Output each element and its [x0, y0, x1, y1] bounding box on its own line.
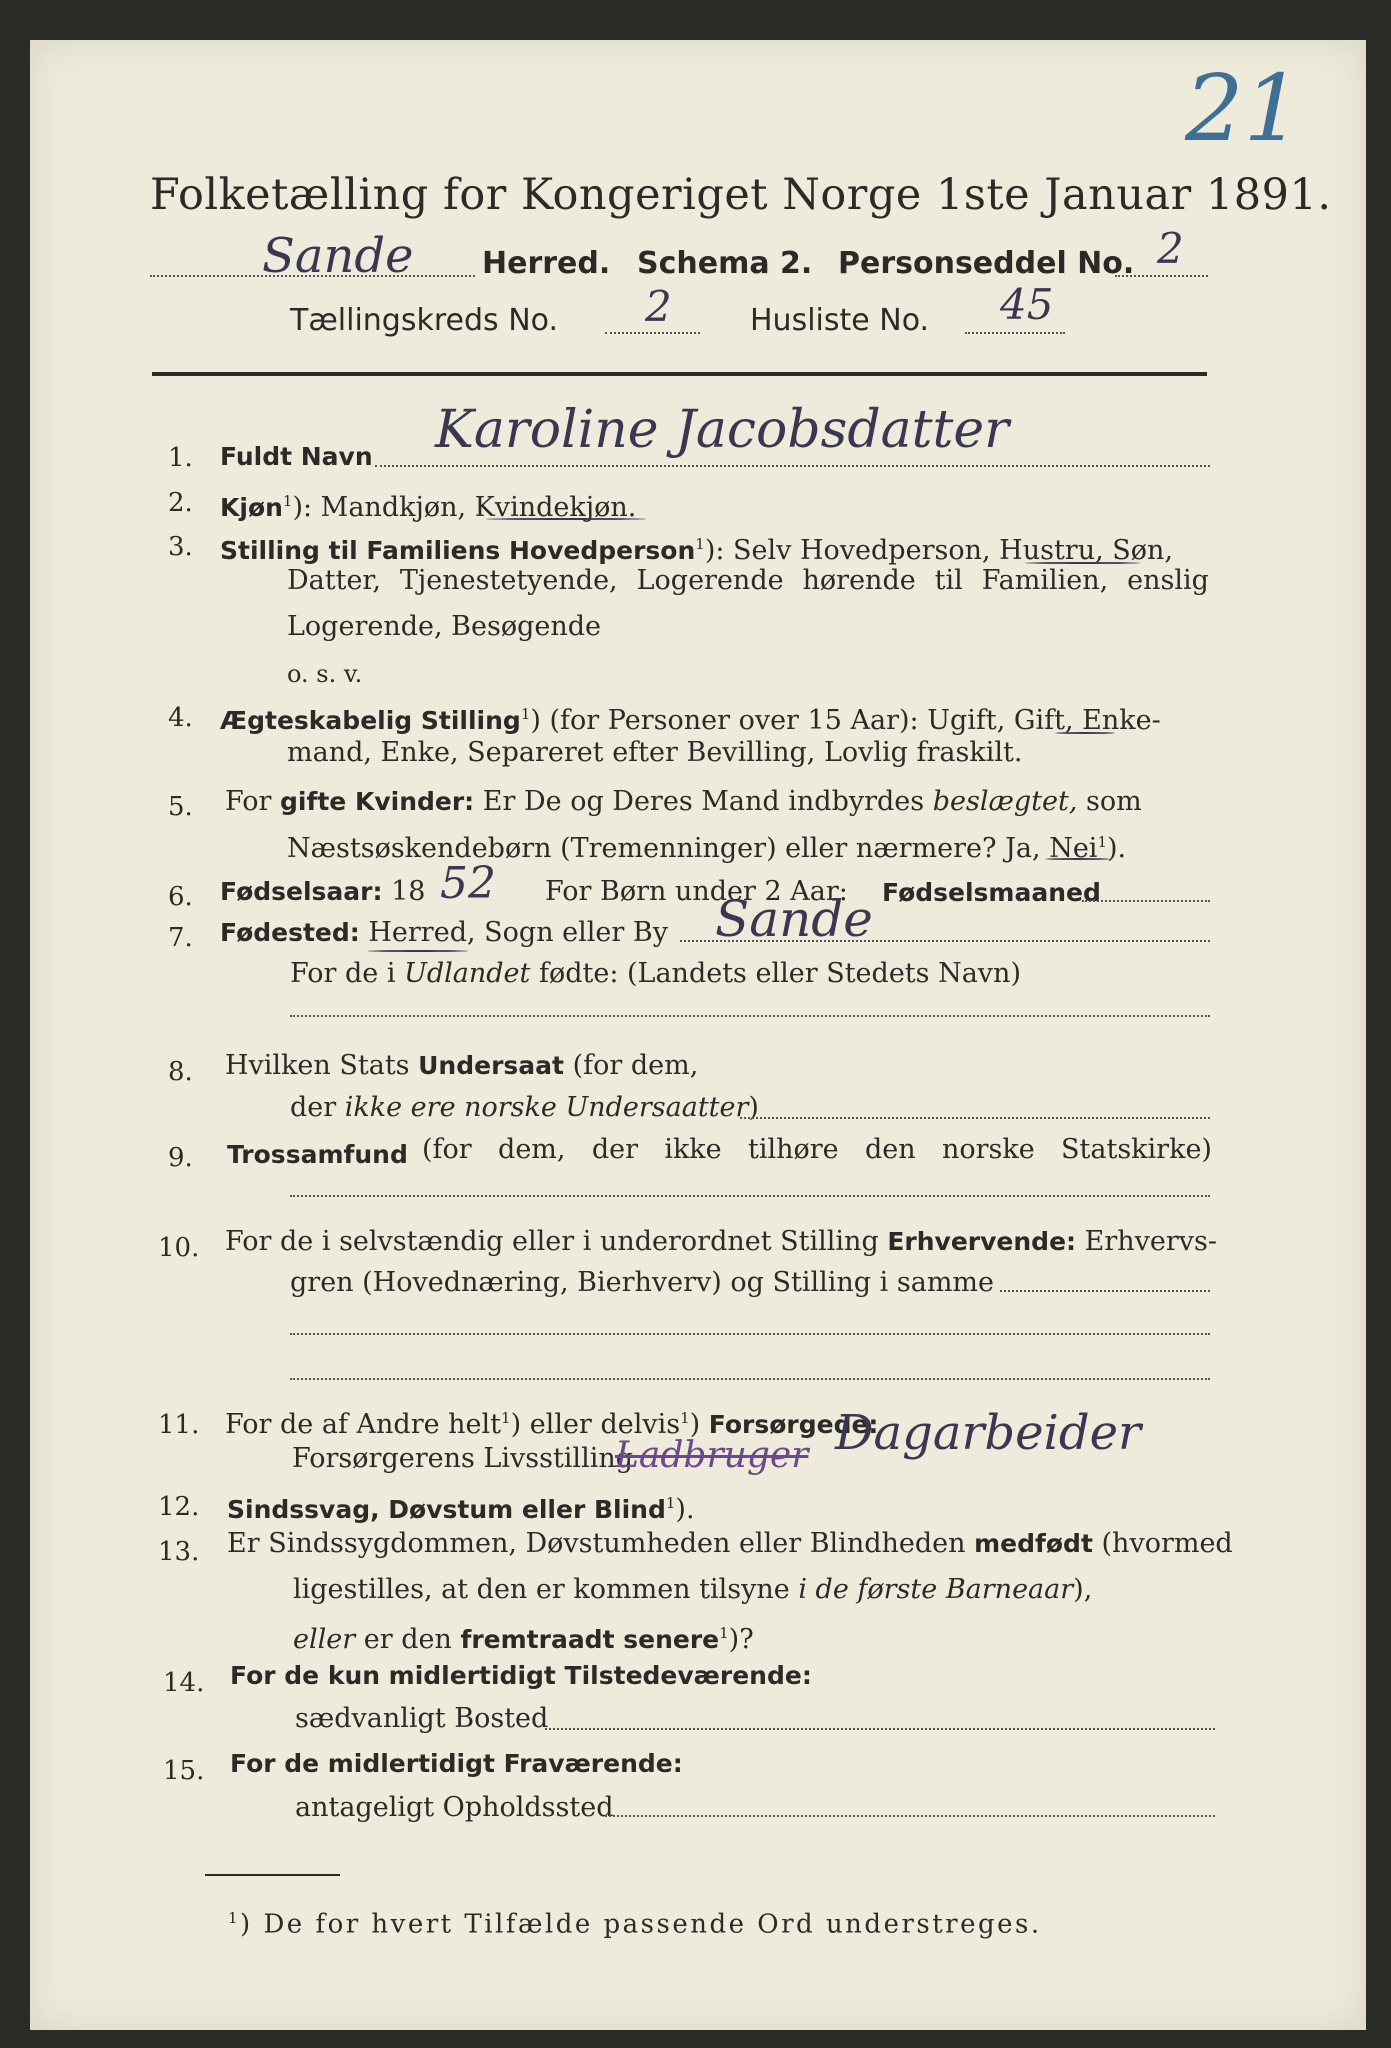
q2-number: 2. — [168, 488, 193, 518]
q12-number: 12. — [158, 1492, 200, 1522]
q7-line2-dots — [290, 1015, 1210, 1017]
q14-number: 14. — [163, 1668, 205, 1698]
q13-l1-pre: Er Sindssygdommen, Døvstumheden eller Blindheden — [227, 1528, 966, 1559]
q7-answer: Herred, — [368, 917, 476, 948]
q11-e: Forsørgede: — [708, 1410, 879, 1439]
q6-value: 52 — [440, 858, 496, 909]
q5-sup: 1 — [1097, 833, 1107, 851]
q3-line3: Logerende, Besøgende — [287, 611, 601, 642]
husliste-label: Husliste No. — [750, 303, 930, 338]
q8-number: 8. — [168, 1057, 193, 1087]
q10-l1-post: Erhvervs- — [1084, 1226, 1218, 1257]
q11-b: helt — [448, 1409, 502, 1440]
q11-number: 11. — [158, 1410, 200, 1440]
q10-dots-b — [290, 1333, 1210, 1335]
q11-value: Dagarbeider — [835, 1405, 1141, 1461]
q13-l3-italic: eller — [293, 1624, 356, 1655]
q11-a: For de af Andre — [225, 1409, 440, 1440]
q13-l3-post: )? — [728, 1624, 754, 1655]
q3-line4: o. s. v. — [287, 660, 363, 688]
herred-handwritten: Sande — [262, 228, 414, 284]
q7-l2-italic: Udlandet — [404, 958, 531, 989]
q11-line1: For de af Andre helt$^1$) eller delvis$^1$) Forsørgede: — [225, 1409, 879, 1440]
q11-c: eller — [529, 1409, 592, 1440]
kreds-dots — [605, 332, 700, 334]
q4-answer: Gift, — [1013, 705, 1074, 736]
husliste-dots — [965, 332, 1065, 334]
q12-sup: 1 — [665, 1494, 676, 1512]
q3-l1-pre: ): Selv Hovedperson, — [704, 535, 991, 566]
q9-words — [422, 1134, 1212, 1165]
q13-l3-bold: fremtraadt senere — [460, 1625, 720, 1654]
q3-sup: 1 — [695, 535, 705, 553]
q9-word: dem, — [498, 1134, 566, 1165]
q13-l2-pre: ligestilles, at den er kommen tilsyne — [293, 1574, 790, 1605]
q7-line1 — [220, 917, 668, 949]
footnote — [228, 1902, 1042, 1941]
q3-label: Stilling til Familiens Hovedperson — [220, 536, 696, 565]
q12-post: ). — [675, 1494, 695, 1525]
q1-number: 1. — [168, 443, 193, 473]
q9-word: den — [864, 1134, 916, 1165]
q13-l2-post: ), — [1073, 1574, 1093, 1605]
q3-l1-post: Søn, — [1112, 535, 1174, 566]
q13-number: 13. — [158, 1537, 200, 1567]
q3-answer: Hustru, — [999, 535, 1104, 566]
q9-word: ikke — [664, 1134, 722, 1165]
q4-sup: 1 — [520, 705, 531, 723]
footnote-rule — [205, 1874, 340, 1876]
q3-line2-word: Tjenestetyende, — [399, 565, 618, 596]
q8-l2-pre: der — [290, 1092, 337, 1123]
personseddel-label: Personseddel No. — [838, 246, 1135, 281]
q7-answer-underline — [368, 950, 468, 952]
q5-l1-italic: beslægtet, — [932, 786, 1078, 817]
schema-label: Schema 2. — [637, 246, 813, 281]
q15-dots — [605, 1815, 1215, 1817]
folio-number: 21 — [1185, 55, 1303, 162]
q8-l1-bold: Undersaat — [418, 1051, 564, 1080]
q13-l2-italic: i de første Barneaar — [798, 1574, 1074, 1605]
q3-line2 — [287, 565, 1209, 596]
q15-l1-pre: For de — [230, 1749, 320, 1778]
q13-l1-bold: medfødt — [974, 1529, 1093, 1558]
q5-answer-underline — [1045, 858, 1110, 860]
q10-l1-bold: Erhvervende: — [887, 1227, 1077, 1256]
q4-number: 4. — [168, 703, 193, 733]
q2-label: Kjøn — [220, 493, 283, 522]
q8-l1-pre: Hvilken Stats — [225, 1050, 410, 1081]
kreds-value: 2 — [645, 282, 672, 331]
q14-dots — [545, 1728, 1215, 1730]
q13-l3-sup: 1 — [719, 1624, 729, 1642]
q5-l1-bold: gifte Kvinder: — [280, 787, 475, 816]
q1-dots — [375, 465, 1210, 467]
q8-dots — [740, 1117, 1210, 1119]
kreds-label: Tællingskreds No. — [290, 303, 558, 338]
q11-sup1: 1 — [501, 1409, 511, 1427]
q7-number: 7. — [168, 923, 193, 953]
q12-line — [227, 1487, 695, 1526]
q7-line2 — [290, 958, 1021, 990]
q1-value: Karoline Jacobsdatter — [435, 400, 1010, 460]
q4-line2: mand, Enke, Separeret efter Bevilling, Lovlig fraskilt. — [287, 737, 1023, 768]
q2-rest: ): Mandkjøn, — [292, 492, 475, 523]
q4-label: Ægteskabelig Stilling — [220, 706, 521, 735]
q6-label: Fødselsaar: — [220, 877, 383, 906]
q5-answer: Nei — [1049, 833, 1098, 864]
footnote-text: ) De for hvert Tilfælde passende Ord understreges. — [240, 1909, 1042, 1940]
q10-line2: gren (Hovednæring, Bierhverv) og Stilling i samme — [290, 1267, 995, 1298]
personseddel-dots — [1115, 275, 1208, 277]
q4-l1-pre: ) (for Personer over 15 Aar): Ugift, — [530, 705, 1006, 736]
q13-line3 — [293, 1617, 754, 1656]
q2-answer-underline — [486, 518, 646, 520]
q5-l2-post: ). — [1107, 833, 1127, 864]
q10-number: 10. — [158, 1233, 200, 1263]
form-title: Folketælling for Kongeriget Norge 1ste Januar 1891. — [150, 170, 1332, 220]
q8-l1-post: (for dem, — [572, 1050, 699, 1081]
q7-label: Fødested: — [220, 918, 360, 947]
q9-word: Statskirke) — [1061, 1134, 1212, 1165]
q8-l2-post: ) — [748, 1092, 759, 1123]
q9-number: 9. — [168, 1143, 193, 1173]
q11-line2: Forsørgerens Livsstilling — [292, 1443, 634, 1474]
q5-l1-mid: Er De og Deres Mand indbyrdes — [482, 786, 925, 817]
q9-word: norske — [941, 1134, 1035, 1165]
q6-dots — [1082, 900, 1210, 902]
q10-l1-pre: For de i selvstændig eller i underordnet Stilling — [225, 1226, 879, 1257]
q3-answer-underline — [1025, 562, 1140, 564]
q4-answer-underline — [1055, 732, 1115, 734]
q7-l2-pre: For de i — [290, 958, 396, 989]
q11-d: delvis — [600, 1409, 681, 1440]
q8-line1 — [225, 1050, 698, 1082]
q2-sup: 1 — [282, 492, 293, 510]
header-rule — [152, 372, 1207, 376]
q13-l3-mid: er den — [363, 1624, 452, 1655]
q3-number: 3. — [168, 532, 193, 562]
q6-number: 6. — [168, 882, 193, 912]
q14-l1-pre: For de kun — [230, 1661, 381, 1690]
q3-line2-word: hørende — [802, 565, 916, 596]
q4-l1-post: Enke- — [1082, 705, 1161, 736]
husliste-value: 45 — [1000, 280, 1054, 329]
q13-line2 — [293, 1574, 1092, 1606]
q3-line2-word: Logerende — [636, 565, 784, 596]
q9-word: der — [591, 1134, 638, 1165]
q5-l1-post: som — [1086, 786, 1142, 817]
q13-line1 — [227, 1528, 1233, 1560]
q3-line1 — [220, 528, 1173, 567]
q5-line1 — [225, 786, 1142, 818]
q11-sup2: 1 — [680, 1409, 690, 1427]
q14-line2: sædvanligt Bosted — [295, 1703, 549, 1734]
herred-label: Herred. — [482, 246, 611, 281]
q8-l2-italic: ikke ere norske Undersaatter — [344, 1092, 749, 1123]
q15-number: 15. — [163, 1756, 205, 1786]
q9-label: Trossamfund — [227, 1140, 408, 1169]
q6-mid: For Børn under 2 Aar: — [545, 876, 848, 907]
q14-line1 — [230, 1660, 812, 1692]
q9-dots — [290, 1195, 1210, 1197]
q9-word: (for — [422, 1134, 472, 1165]
q10-dots-a — [1000, 1290, 1210, 1292]
q11-struck-value: Ladbruger — [615, 1435, 809, 1476]
q12-label: Sindssvag, Døvstum eller Blind — [227, 1495, 666, 1524]
q8-line2 — [290, 1092, 759, 1124]
q4-line1 — [220, 698, 1161, 737]
q5-number: 5. — [168, 792, 193, 822]
q5-l2-pre: Næstsøskendebørn (Tremenninger) eller nærmere? Ja, — [287, 833, 1041, 864]
q3-line2-word: enslig — [1127, 565, 1209, 596]
q14-l1-bold: midlertidigt Tilstedeværende: — [388, 1661, 812, 1690]
q10-line1 — [225, 1226, 1217, 1258]
q3-line2-word: til — [934, 565, 963, 596]
q5-l1-pre: For — [225, 786, 272, 817]
q1-label: Fuldt Navn — [220, 442, 373, 471]
q5-line2 — [287, 826, 1126, 865]
q15-line1 — [230, 1748, 683, 1780]
q15-l1-bold: midlertidigt Fraværende: — [327, 1749, 683, 1778]
q6-label2: Fødselsmaaned — [882, 878, 1101, 907]
q7-rest: Sogn eller By — [484, 917, 668, 948]
q7-value: Sande — [715, 890, 873, 948]
q6-prefix: 18 — [391, 876, 426, 907]
q10-dots-c — [290, 1378, 1210, 1380]
q3-line2-word: Datter, — [287, 565, 381, 596]
q9-word: tilhøre — [747, 1134, 839, 1165]
personseddel-value: 2 — [1157, 224, 1184, 273]
q6-line — [220, 876, 425, 908]
q3-line2-word: Familien, — [981, 565, 1109, 596]
q13-l1-post: (hvormed — [1101, 1528, 1233, 1559]
q7-l2-post: fødte: (Landets eller Stedets Navn) — [538, 958, 1021, 989]
footnote-sup: 1 — [228, 1909, 241, 1927]
q15-line2: antageligt Opholdssted — [295, 1792, 614, 1823]
q2-answer: Kvindekjøn. — [474, 492, 637, 523]
